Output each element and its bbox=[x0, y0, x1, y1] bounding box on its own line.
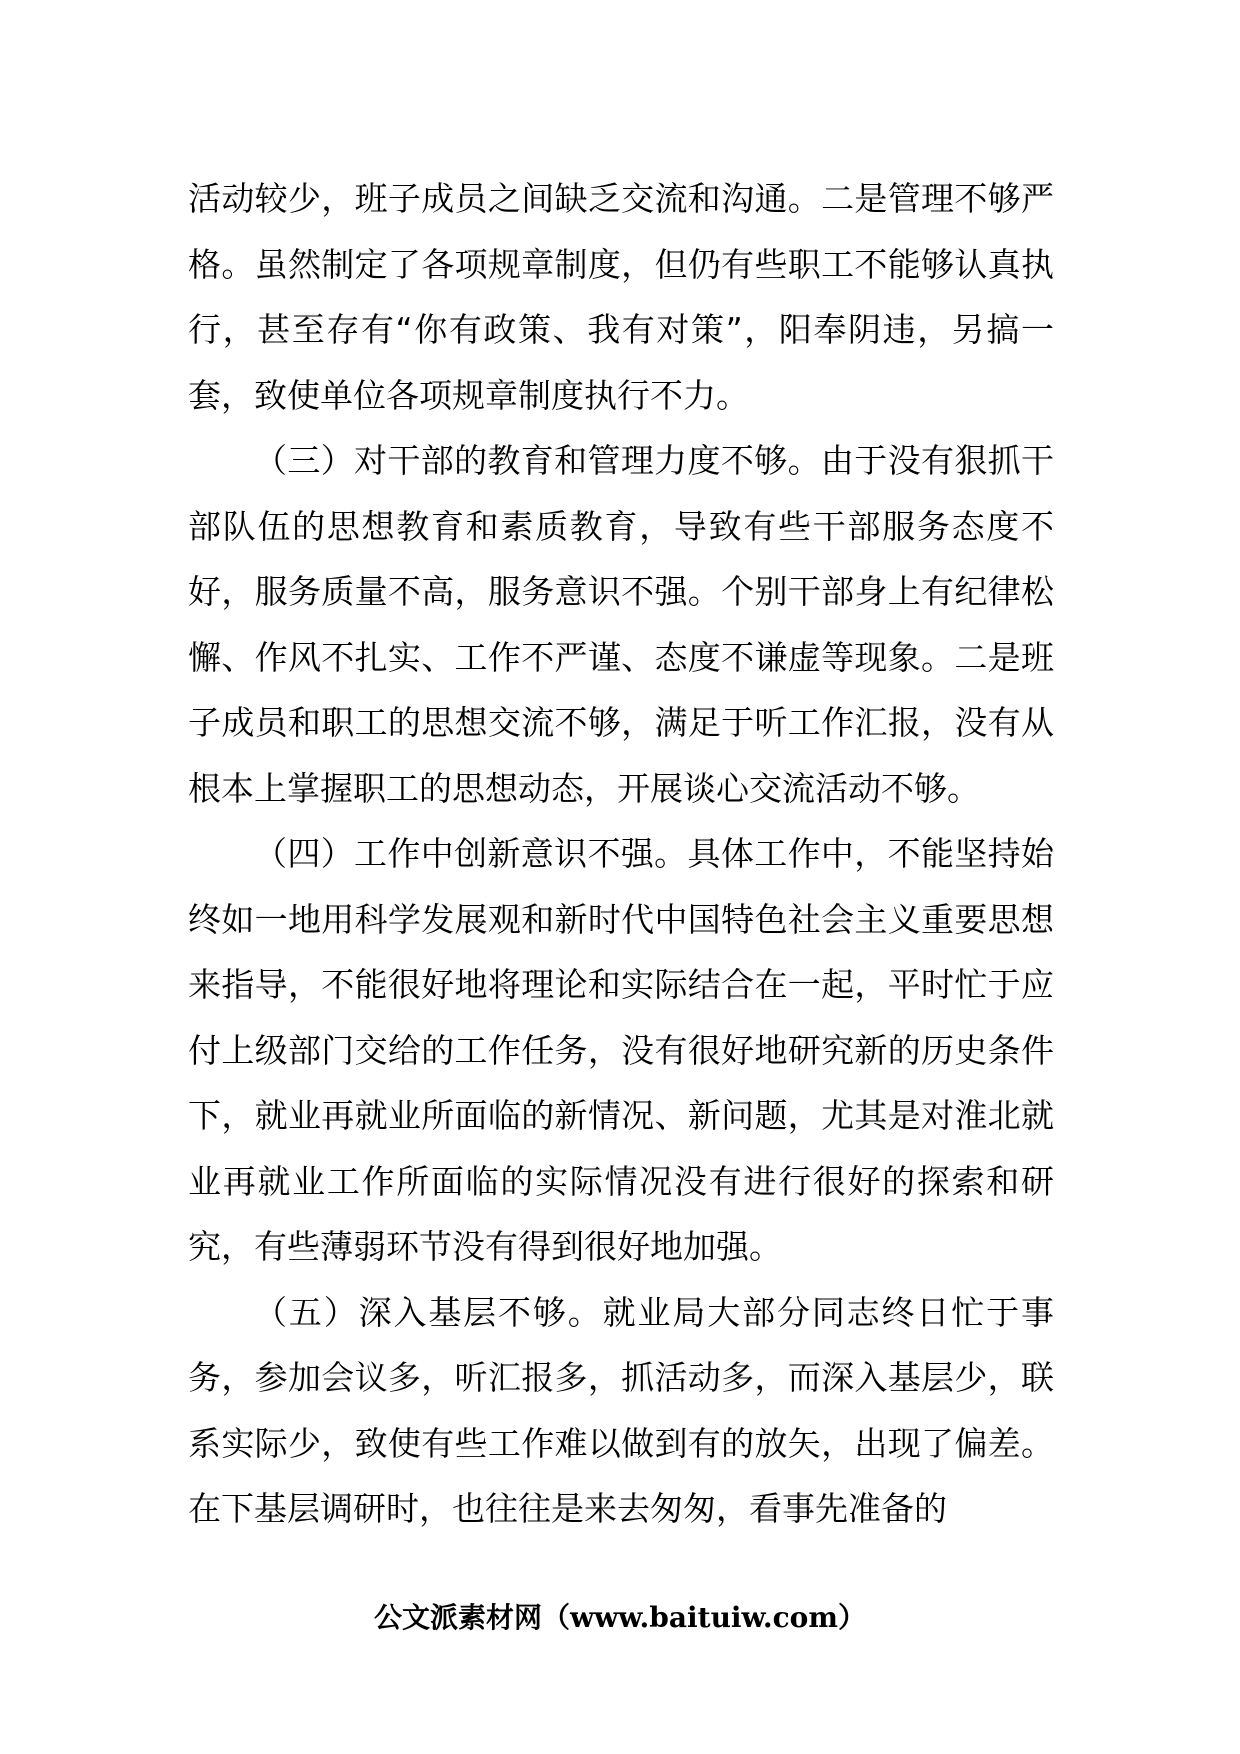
paragraph-section-three: （三）对干部的教育和管理力度不够。由于没有狠抓干部队伍的思想教育和素质教育，导致有些干部服务态度不好，服务质量不高，服务意识不强。个别干部身上有纪律松懈、作风不扎实、工作不严谨、态度不谦虚等现象。二是班子成员和职工的思想交流不够，满足于听工作汇报，没有从根本上掌握职工的思想动态，开展谈心交流活动不够。 bbox=[188, 441, 1054, 808]
paragraph-continuation: 活动较少，班子成员之间缺乏交流和沟通。二是管理不够严格。虽然制定了各项规章制度，但仍有些职工不能够认真执行，甚至存有“你有政策、我有对策”，阳奉阴违，另搞一套，致使单位各项规章制度执行不力。 bbox=[188, 179, 1054, 415]
paragraph-section-five: （五）深入基层不够。就业局大部分同志终日忙于事务，参加会议多，听汇报多，抓活动多，而深入基层少，联系实际少，致使有些工作难以做到有的放矢，出现了偏差。在下基层调研时，也往往是来去匆匆，看事先准备的 bbox=[188, 1292, 1054, 1528]
paragraph-section-four: （四）工作中创新意识不强。具体工作中，不能坚持始终如一地用科学发展观和新时代中国特色社会主义重要思想来指导，不能很好地将理论和实际结合在一起，平时忙于应付上级部门交给的工作任务，没有很好地研究新的历史条件下，就业再就业所面临的新情况、新问题，尤其是对淮北就业再就业工作所面临的实际情况没有进行很好的探索和研究，有些薄弱环节没有得到很好地加强。 bbox=[188, 834, 1054, 1266]
page-footer-watermark: 公文派素材网（www.baituiw.com） bbox=[374, 1601, 866, 1634]
document-body bbox=[188, 166, 1054, 1542]
